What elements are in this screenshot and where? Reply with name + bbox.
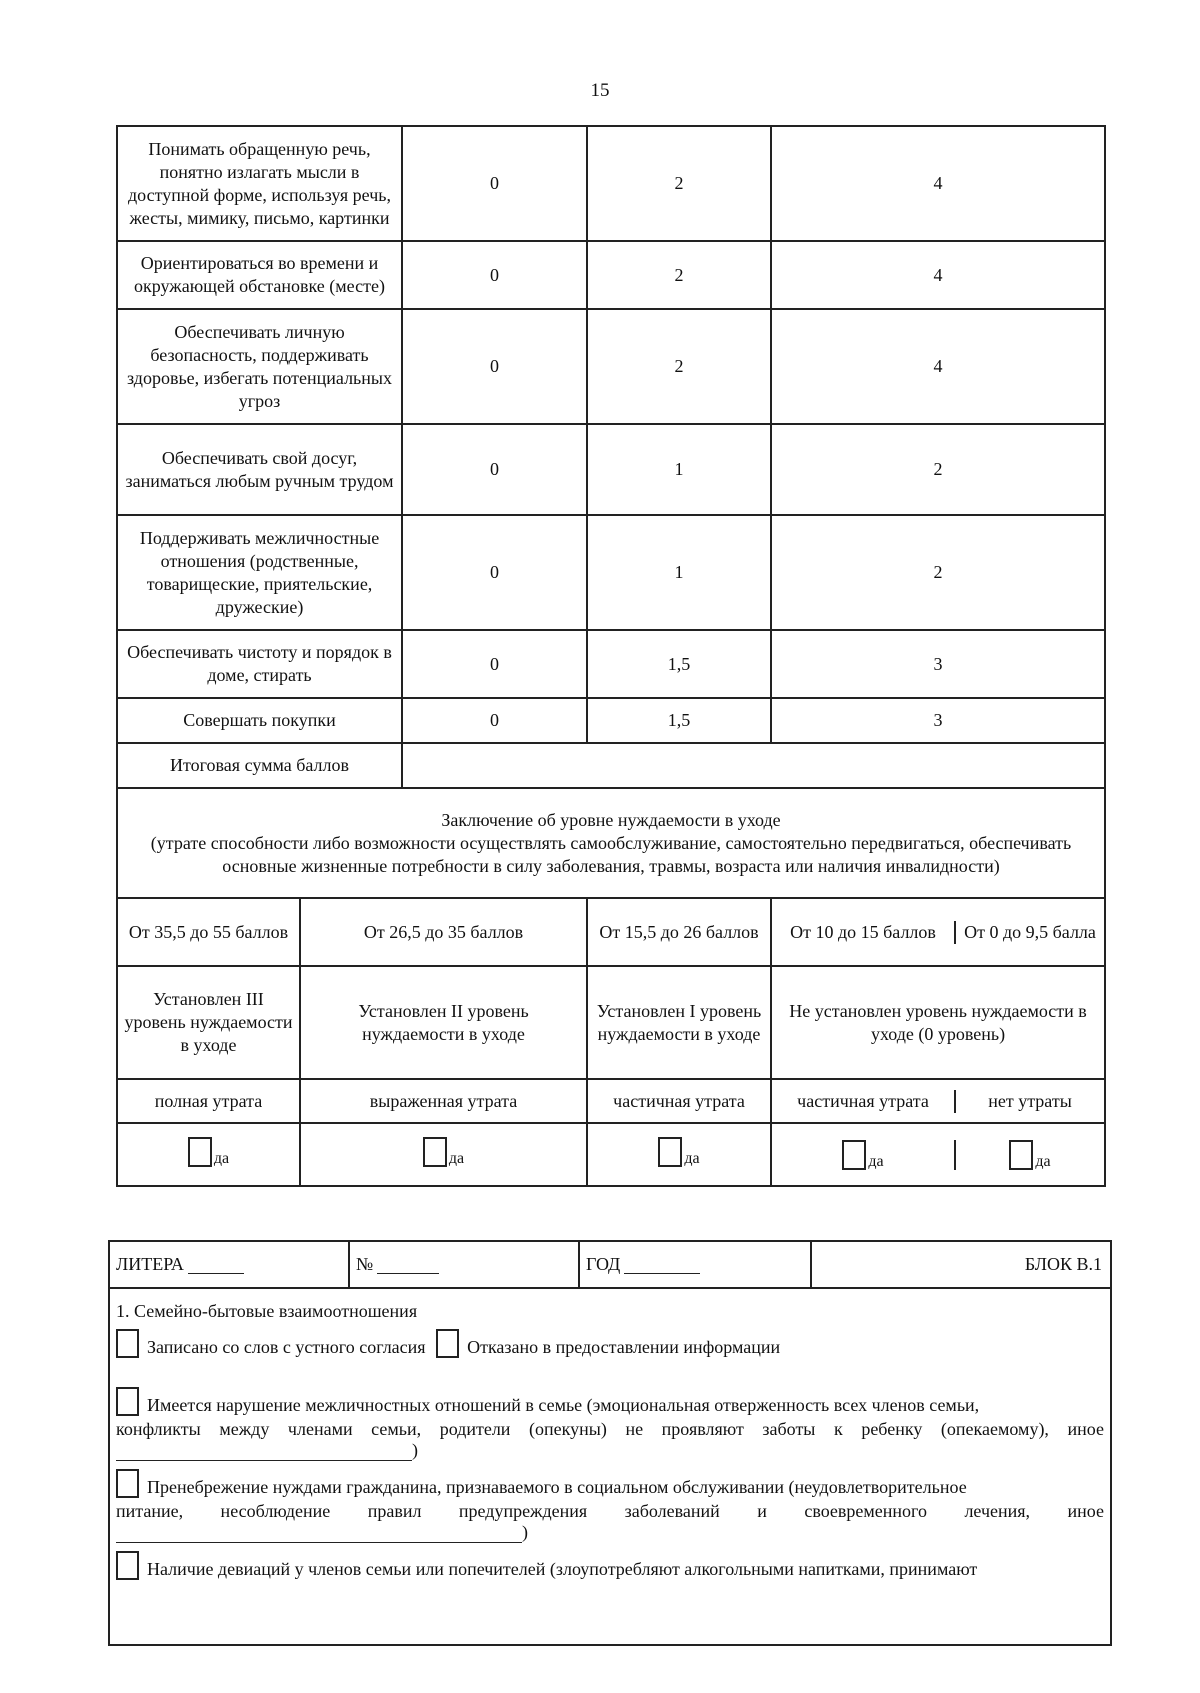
checkbox-row <box>117 1123 1105 1186</box>
table-row <box>117 698 1105 743</box>
total-value-field[interactable] <box>402 743 1105 788</box>
skill-label: Обеспечивать чистоту и порядок в доме, стирать <box>117 630 402 698</box>
score-cell: 0 <box>402 630 587 698</box>
yes-checkbox[interactable]: да <box>1009 1140 1050 1170</box>
score-cell: 0 <box>402 241 587 309</box>
range-row <box>117 898 1105 966</box>
score-cell: 2 <box>587 309 771 424</box>
score-cell: 2 <box>771 424 1105 515</box>
checkbox-cell <box>587 1123 771 1186</box>
year-field[interactable] <box>580 1242 812 1287</box>
year-label: ГОД <box>586 1254 621 1274</box>
checkbox-cell <box>117 1123 300 1186</box>
item3-line1 <box>116 1551 1104 1580</box>
conclusion-cell <box>117 788 1105 898</box>
litera-label: ЛИТЕРА <box>116 1254 184 1274</box>
recorded-label: Записано со слов с устного согласия <box>147 1337 426 1357</box>
table-row <box>117 515 1105 630</box>
item2-line2: питание, несоблюдение правил предупреждения заболеваний и своевременного лечения, иное <box>116 1501 1104 1521</box>
level-cell: Установлен II уровень нуждаемости в уходе <box>300 966 587 1079</box>
block-body <box>110 1289 1110 1644</box>
consent-options <box>116 1329 1104 1358</box>
block-name: БЛОК В.1 <box>1024 1254 1102 1274</box>
item1-close-paren: ) <box>412 1440 418 1460</box>
item3-checkbox[interactable] <box>116 1551 139 1580</box>
conclusion-text: (утрате способности либо возможности осуществлять самообслуживание, самостоятельно передвигаться, обеспечивать основные жизненные потребности в силу заболевания, травмы, возраста или наличия инвалидности) <box>150 832 1072 876</box>
skill-label: Понимать обращенную речь, понятно излагать мысли в доступной форме, используя речь, жесты, мимику, письмо, картинки <box>117 126 402 241</box>
number-field[interactable] <box>350 1242 580 1287</box>
item2-checkbox[interactable] <box>116 1469 139 1498</box>
score-cell: 4 <box>771 241 1105 309</box>
table-row <box>117 126 1105 241</box>
section-title: 1. Семейно-бытовые взаимоотношения <box>116 1301 418 1321</box>
skill-label: Совершать покупки <box>117 698 402 743</box>
block-b1 <box>108 1240 1112 1646</box>
loss-split-cell <box>771 1079 1105 1123</box>
yes-checkbox[interactable]: да <box>658 1137 699 1167</box>
level-cell: Установлен III уровень нуждаемости в уходе <box>117 966 300 1079</box>
conclusion-title: Заключение об уровне нуждаемости в уходе <box>441 809 781 830</box>
score-cell: 0 <box>402 309 587 424</box>
skill-label: Обеспечивать свой досуг, заниматься любым ручным трудом <box>117 424 402 515</box>
score-cell: 4 <box>771 126 1105 241</box>
item1-other-field[interactable] <box>116 1440 1104 1461</box>
score-cell: 0 <box>402 698 587 743</box>
refused-checkbox[interactable] <box>436 1329 459 1358</box>
litera-field[interactable] <box>110 1242 350 1287</box>
table-row <box>117 424 1105 515</box>
loss-cell: полная утрата <box>117 1079 300 1123</box>
score-cell: 1 <box>587 515 771 630</box>
item1-checkbox[interactable] <box>116 1387 139 1416</box>
checkbox-split-cell <box>771 1123 1105 1186</box>
checkbox-cell <box>956 1140 1104 1170</box>
range-split-cell <box>771 898 1105 966</box>
item1-text-1: Имеется нарушение межличностных отношений в семье (эмоциональная отверженность всех членов семьи, <box>147 1395 980 1415</box>
recorded-checkbox[interactable] <box>116 1329 139 1358</box>
score-cell: 4 <box>771 309 1105 424</box>
item1-line2: конфликты между членами семьи, родители (опекуны) не проявляют заботы к ребенку (опекаемому), иное <box>116 1419 1104 1439</box>
score-cell: 1,5 <box>587 630 771 698</box>
score-cell: 3 <box>771 630 1105 698</box>
refused-label: Отказано в предоставлении информации <box>467 1337 781 1357</box>
checkbox-cell <box>772 1140 956 1170</box>
assessment-table <box>116 125 1106 1187</box>
item2-other-field[interactable] <box>116 1522 1104 1543</box>
yes-checkbox[interactable]: да <box>842 1140 883 1170</box>
level-cell: Не установлен уровень нуждаемости в уходе (0 уровень) <box>771 966 1105 1079</box>
score-cell: 1,5 <box>587 698 771 743</box>
block-header <box>110 1242 1110 1289</box>
loss-cell: частичная утрата <box>587 1079 771 1123</box>
loss-cell: выраженная утрата <box>300 1079 587 1123</box>
score-cell: 0 <box>402 126 587 241</box>
checkbox-cell <box>300 1123 587 1186</box>
page-number: 15 <box>590 80 610 101</box>
total-row <box>117 743 1105 788</box>
score-cell: 1 <box>587 424 771 515</box>
item2-close-paren: ) <box>522 1522 528 1542</box>
item2-text-1: Пренебрежение нуждами гражданина, признаваемого в социальном обслуживании (неудовлетворительное <box>147 1477 967 1497</box>
table-row <box>117 241 1105 309</box>
range-cell: От 26,5 до 35 баллов <box>300 898 587 966</box>
loss-cell: нет утраты <box>988 1090 1072 1111</box>
item2-line1 <box>116 1469 1104 1498</box>
skill-label: Поддерживать межличностные отношения (родственные, товарищеские, приятельские, дружеские) <box>117 515 402 630</box>
skill-label: Ориентироваться во времени и окружающей обстановке (месте) <box>117 241 402 309</box>
score-cell: 2 <box>587 126 771 241</box>
skill-label: Обеспечивать личную безопасность, поддерживать здоровье, избегать потенциальных угроз <box>117 309 402 424</box>
item1-line1 <box>116 1387 1104 1416</box>
score-cell: 2 <box>771 515 1105 630</box>
level-cell: Установлен I уровень нуждаемости в уходе <box>587 966 771 1079</box>
table-row <box>117 630 1105 698</box>
score-cell: 0 <box>402 515 587 630</box>
table-row <box>117 309 1105 424</box>
score-cell: 3 <box>771 698 1105 743</box>
level-row <box>117 966 1105 1079</box>
score-cell: 2 <box>587 241 771 309</box>
item3-text-1: Наличие девиаций у членов семьи или попечителей (злоупотребляют алкогольными напитками, принимают <box>147 1559 978 1579</box>
loss-cell: частичная утрата <box>772 1090 956 1113</box>
total-label: Итоговая сумма баллов <box>117 743 402 788</box>
yes-checkbox[interactable]: да <box>423 1137 464 1167</box>
loss-row <box>117 1079 1105 1123</box>
range-cell: От 0 до 9,5 балла <box>964 921 1096 942</box>
range-cell: От 15,5 до 26 баллов <box>587 898 771 966</box>
number-label: № <box>356 1254 374 1274</box>
yes-checkbox[interactable]: да <box>188 1137 229 1167</box>
range-cell: От 10 до 15 баллов <box>772 921 956 944</box>
score-cell: 0 <box>402 424 587 515</box>
range-cell: От 35,5 до 55 баллов <box>117 898 300 966</box>
conclusion-row <box>117 788 1105 898</box>
